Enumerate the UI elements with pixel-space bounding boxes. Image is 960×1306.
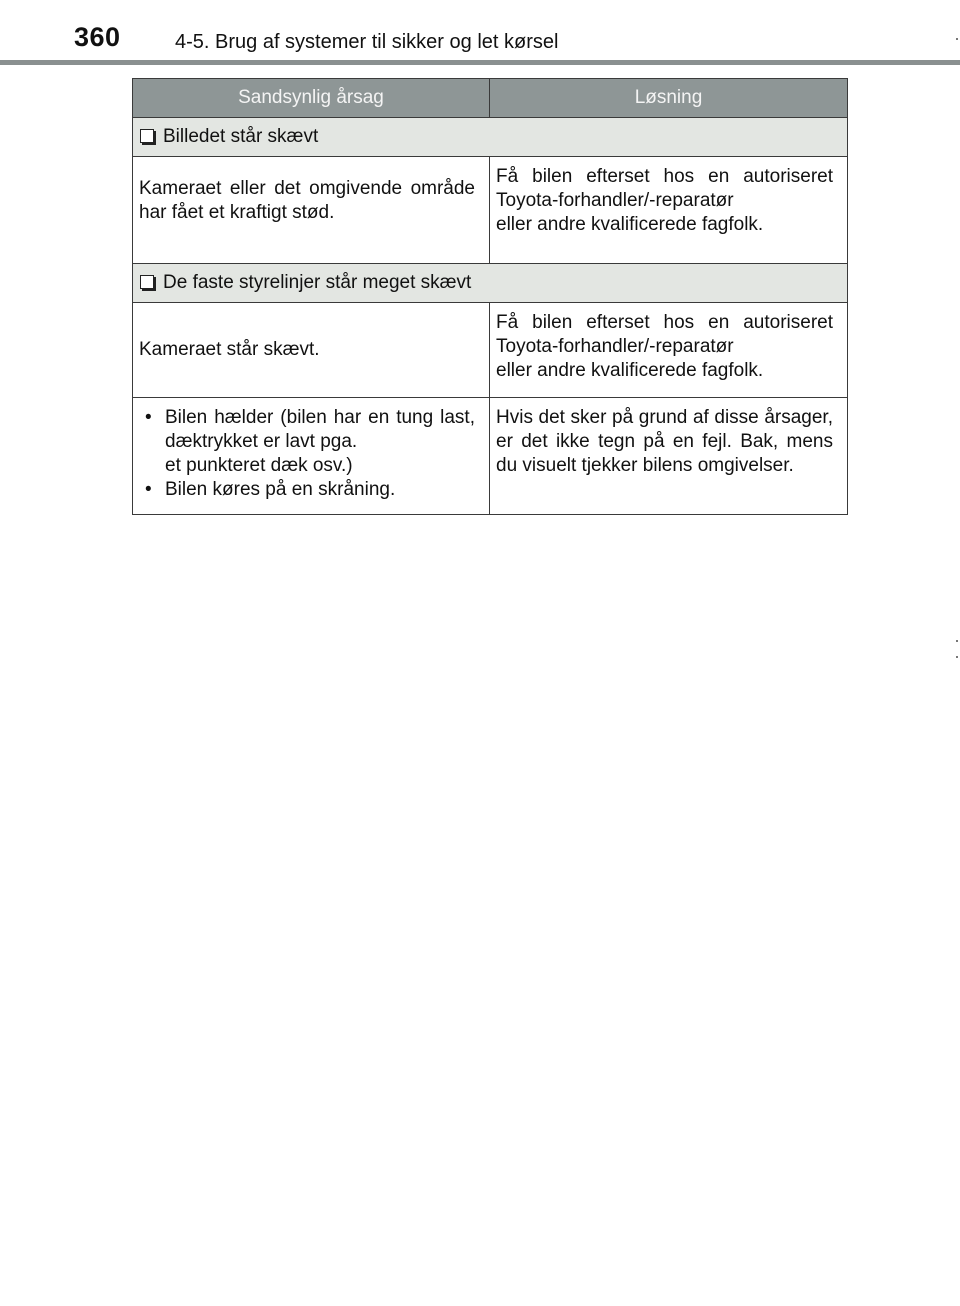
table-header-row <box>133 79 848 118</box>
bullet-text: Bilen hælder (bilen har en tung last, dæktrykket er lavt pga. <box>165 407 475 452</box>
section-title: 4-5. Brug af systemer til sikker og let kørsel <box>175 31 559 53</box>
page-header <box>0 0 960 66</box>
list-item <box>141 406 475 478</box>
category-cell <box>133 118 848 157</box>
troubleshooting-table <box>132 78 848 515</box>
table-row <box>133 157 848 264</box>
solution-line: Få bilen efterset hos en autoriseret <box>496 312 833 333</box>
edge-mark <box>956 640 958 642</box>
column-header-solution: Løsning <box>490 79 848 118</box>
category-cell <box>133 264 848 303</box>
category-row <box>133 118 848 157</box>
solution-line: eller andre kvalificerede fagfolk. <box>496 214 764 235</box>
cause-bullet-list <box>139 406 475 502</box>
list-item: • Bilen køres på en skråning. <box>141 478 475 502</box>
header-divider <box>0 60 960 65</box>
page-number: 360 <box>74 22 121 52</box>
cause-cell <box>133 398 490 515</box>
category-row <box>133 264 848 303</box>
checkbox-icon <box>140 275 154 289</box>
checkbox-icon <box>140 129 154 143</box>
edge-mark <box>956 656 958 658</box>
solution-cell <box>490 157 848 264</box>
column-header-cause: Sandsynlig årsag <box>133 79 490 118</box>
bullet-continuation: et punkteret dæk osv.) <box>165 455 353 476</box>
edge-mark <box>956 38 958 40</box>
category-title: De faste styrelinjer står meget skævt <box>163 272 472 293</box>
solution-cell <box>490 303 848 398</box>
solution-line: eller andre kvalificerede fagfolk. <box>496 360 764 381</box>
solution-cell: Hvis det sker på grund af disse årsager, er det ikke tegn på en fejl. Bak, mens du visuelt tjekker bilens omgivelser. <box>490 398 848 515</box>
cause-cell: Kameraet står skævt. <box>133 303 490 398</box>
solution-line: Få bilen efterset hos en autoriseret <box>496 166 833 187</box>
solution-line: Toyota-forhandler/-reparatør <box>496 190 734 211</box>
table-row <box>133 398 848 515</box>
cause-cell: Kameraet eller det omgivende område har fået et kraftigt stød. <box>133 157 490 264</box>
table-row <box>133 303 848 398</box>
category-title: Billedet står skævt <box>163 126 319 147</box>
solution-line: Toyota-forhandler/-reparatør <box>496 336 734 357</box>
